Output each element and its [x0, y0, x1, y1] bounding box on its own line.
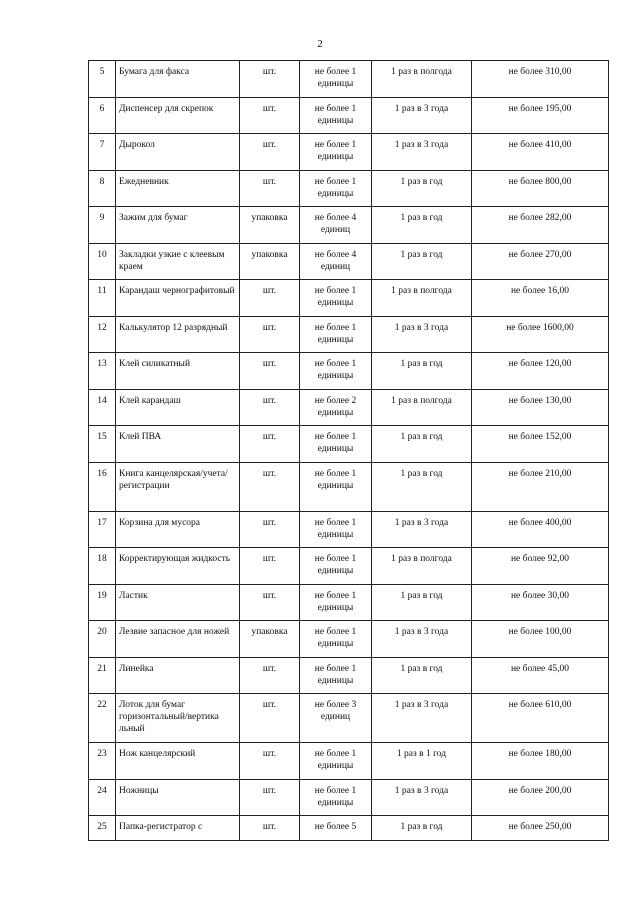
item-name-cell: Линейка: [116, 657, 240, 694]
table-row: [89, 779, 609, 816]
quantity-cell: не более 4 единиц: [300, 207, 372, 244]
replacement-period-cell: 1 раз в год: [372, 584, 472, 621]
item-name-cell: Бумага для факса: [116, 61, 240, 98]
quantity-cell: не более 1 единицы: [300, 548, 372, 585]
row-number-cell: 25: [89, 816, 116, 841]
unit-of-measure-cell: шт.: [240, 280, 300, 317]
replacement-period-cell: 1 раз в год: [372, 207, 472, 244]
table-row: [89, 548, 609, 585]
unit-of-measure-cell: шт.: [240, 584, 300, 621]
quantity-cell: не более 1 единицы: [300, 743, 372, 780]
item-name-cell: Закладки узкие с клеевым краем: [116, 243, 240, 280]
max-price-cell: не более 310,00: [472, 61, 609, 98]
quantity-cell: не более 1 единицы: [300, 134, 372, 171]
row-number-cell: 14: [89, 389, 116, 426]
replacement-period-cell: 1 раз в 3 года: [372, 694, 472, 743]
quantity-cell: не более 2 единицы: [300, 389, 372, 426]
item-name-cell: Книга канцелярская/учета/ регистрации: [116, 462, 240, 511]
max-price-cell: не более 130,00: [472, 389, 609, 426]
max-price-cell: не более 16,00: [472, 280, 609, 317]
max-price-cell: не более 100,00: [472, 621, 609, 658]
row-number-cell: 6: [89, 97, 116, 134]
max-price-cell: не более 120,00: [472, 353, 609, 390]
row-number-cell: 5: [89, 61, 116, 98]
quantity-cell: не более 1 единицы: [300, 280, 372, 317]
item-name-cell: Папка-регистратор с: [116, 816, 240, 841]
row-number-cell: 11: [89, 280, 116, 317]
table-row: [89, 61, 609, 98]
table-row: [89, 462, 609, 511]
replacement-period-cell: 1 раз в год: [372, 243, 472, 280]
replacement-period-cell: 1 раз в полгода: [372, 389, 472, 426]
replacement-period-cell: 1 раз в 3 года: [372, 779, 472, 816]
row-number-cell: 20: [89, 621, 116, 658]
unit-of-measure-cell: упаковка: [240, 207, 300, 244]
replacement-period-cell: 1 раз в полгода: [372, 61, 472, 98]
quantity-cell: не более 1 единицы: [300, 584, 372, 621]
unit-of-measure-cell: шт.: [240, 816, 300, 841]
max-price-cell: не более 270,00: [472, 243, 609, 280]
item-name-cell: Ежедневник: [116, 170, 240, 207]
replacement-period-cell: 1 раз в 1 год: [372, 743, 472, 780]
quantity-cell: не более 1 единицы: [300, 97, 372, 134]
replacement-period-cell: 1 раз в 3 года: [372, 97, 472, 134]
quantity-cell: не более 3 единиц: [300, 694, 372, 743]
table-row: [89, 134, 609, 171]
unit-of-measure-cell: упаковка: [240, 243, 300, 280]
table-row: [89, 816, 609, 841]
row-number-cell: 13: [89, 353, 116, 390]
unit-of-measure-cell: шт.: [240, 511, 300, 548]
item-name-cell: Калькулятор 12 разрядный: [116, 316, 240, 353]
replacement-period-cell: 1 раз в год: [372, 657, 472, 694]
item-name-cell: Лоток для бумаг горизонтальный/вертика льный: [116, 694, 240, 743]
table-row: [89, 280, 609, 317]
quantity-cell: не более 1 единицы: [300, 462, 372, 511]
row-number-cell: 22: [89, 694, 116, 743]
page-number: 2: [317, 38, 323, 50]
max-price-cell: не более 800,00: [472, 170, 609, 207]
item-name-cell: Дырокол: [116, 134, 240, 171]
max-price-cell: не более 250,00: [472, 816, 609, 841]
table-row: [89, 243, 609, 280]
quantity-cell: не более 1 единицы: [300, 426, 372, 463]
max-price-cell: не более 180,00: [472, 743, 609, 780]
row-number-cell: 19: [89, 584, 116, 621]
table-row: [89, 316, 609, 353]
unit-of-measure-cell: шт.: [240, 389, 300, 426]
table-row: [89, 426, 609, 463]
row-number-cell: 17: [89, 511, 116, 548]
quantity-cell: не более 1 единицы: [300, 657, 372, 694]
unit-of-measure-cell: шт.: [240, 657, 300, 694]
replacement-period-cell: 1 раз в год: [372, 462, 472, 511]
item-name-cell: Диспенсер для скрепок: [116, 97, 240, 134]
item-name-cell: Клей ПВА: [116, 426, 240, 463]
unit-of-measure-cell: шт.: [240, 353, 300, 390]
quantity-cell: не более 1 единицы: [300, 779, 372, 816]
table-row: [89, 657, 609, 694]
unit-of-measure-cell: шт.: [240, 134, 300, 171]
max-price-cell: не более 610,00: [472, 694, 609, 743]
max-price-cell: не более 92,00: [472, 548, 609, 585]
quantity-cell: не более 4 единиц: [300, 243, 372, 280]
table-row: [89, 621, 609, 658]
table-row: [89, 97, 609, 134]
item-name-cell: Нож канцелярский: [116, 743, 240, 780]
replacement-period-cell: 1 раз в год: [372, 816, 472, 841]
replacement-period-cell: 1 раз в 3 года: [372, 511, 472, 548]
unit-of-measure-cell: шт.: [240, 426, 300, 463]
row-number-cell: 7: [89, 134, 116, 171]
replacement-period-cell: 1 раз в полгода: [372, 548, 472, 585]
max-price-cell: не более 45,00: [472, 657, 609, 694]
item-name-cell: Лезвие запасное для ножей: [116, 621, 240, 658]
unit-of-measure-cell: шт.: [240, 316, 300, 353]
row-number-cell: 8: [89, 170, 116, 207]
quantity-cell: не более 1 единицы: [300, 61, 372, 98]
max-price-cell: не более 152,00: [472, 426, 609, 463]
row-number-cell: 15: [89, 426, 116, 463]
unit-of-measure-cell: упаковка: [240, 621, 300, 658]
quantity-cell: не более 1 единицы: [300, 170, 372, 207]
unit-of-measure-cell: шт.: [240, 743, 300, 780]
unit-of-measure-cell: шт.: [240, 61, 300, 98]
unit-of-measure-cell: шт.: [240, 779, 300, 816]
table-row: [89, 207, 609, 244]
quantity-cell: не более 1 единицы: [300, 511, 372, 548]
unit-of-measure-cell: шт.: [240, 462, 300, 511]
item-name-cell: Зажим для бумаг: [116, 207, 240, 244]
max-price-cell: не более 195,00: [472, 97, 609, 134]
row-number-cell: 18: [89, 548, 116, 585]
quantity-cell: не более 1 единицы: [300, 353, 372, 390]
max-price-cell: не более 200,00: [472, 779, 609, 816]
replacement-period-cell: 1 раз в год: [372, 426, 472, 463]
replacement-period-cell: 1 раз в 3 года: [372, 316, 472, 353]
quantity-cell: не более 1 единицы: [300, 316, 372, 353]
item-name-cell: Клей карандаш: [116, 389, 240, 426]
max-price-cell: не более 410,00: [472, 134, 609, 171]
table-row: [89, 353, 609, 390]
max-price-cell: не более 282,00: [472, 207, 609, 244]
row-number-cell: 10: [89, 243, 116, 280]
row-number-cell: 24: [89, 779, 116, 816]
table-row: [89, 694, 609, 743]
row-number-cell: 23: [89, 743, 116, 780]
replacement-period-cell: 1 раз в 3 года: [372, 621, 472, 658]
max-price-cell: не более 400,00: [472, 511, 609, 548]
item-name-cell: Ластик: [116, 584, 240, 621]
replacement-period-cell: 1 раз в 3 года: [372, 134, 472, 171]
table-row: [89, 389, 609, 426]
supplies-table: [88, 60, 609, 841]
max-price-cell: не более 30,00: [472, 584, 609, 621]
row-number-cell: 16: [89, 462, 116, 511]
item-name-cell: Ножницы: [116, 779, 240, 816]
unit-of-measure-cell: шт.: [240, 548, 300, 585]
unit-of-measure-cell: шт.: [240, 694, 300, 743]
table-row: [89, 584, 609, 621]
unit-of-measure-cell: шт.: [240, 97, 300, 134]
replacement-period-cell: 1 раз в год: [372, 353, 472, 390]
max-price-cell: не более 210,00: [472, 462, 609, 511]
item-name-cell: Корректирующая жидкость: [116, 548, 240, 585]
item-name-cell: Клей силикатный: [116, 353, 240, 390]
unit-of-measure-cell: шт.: [240, 170, 300, 207]
table-row: [89, 511, 609, 548]
max-price-cell: не более 1600,00: [472, 316, 609, 353]
table-row: [89, 170, 609, 207]
replacement-period-cell: 1 раз в год: [372, 170, 472, 207]
table-row: [89, 743, 609, 780]
row-number-cell: 12: [89, 316, 116, 353]
row-number-cell: 9: [89, 207, 116, 244]
item-name-cell: Карандаш чернографитовый: [116, 280, 240, 317]
quantity-cell: не более 5: [300, 816, 372, 841]
replacement-period-cell: 1 раз в полгода: [372, 280, 472, 317]
row-number-cell: 21: [89, 657, 116, 694]
quantity-cell: не более 1 единицы: [300, 621, 372, 658]
item-name-cell: Корзина для мусора: [116, 511, 240, 548]
